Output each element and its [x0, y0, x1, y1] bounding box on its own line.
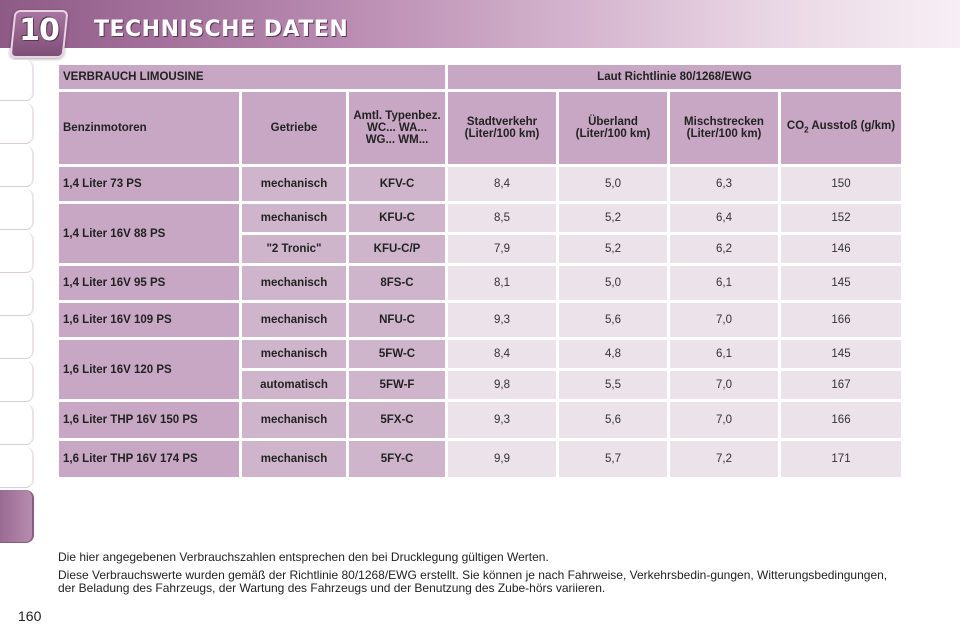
- gearbox-cell: mechanisch: [242, 167, 346, 201]
- engine-cell: 1,4 Liter 73 PS: [59, 167, 239, 201]
- extra-urban-cell: 5,5: [559, 371, 667, 399]
- side-tab[interactable]: [0, 361, 34, 402]
- city-cell: 8,1: [448, 266, 556, 300]
- col-combined: Mischstrecken (Liter/100 km): [670, 92, 778, 164]
- co2-cell: 171: [781, 441, 901, 477]
- extra-urban-cell: 5,0: [559, 167, 667, 201]
- gearbox-cell: automatisch: [242, 371, 346, 399]
- type-cell: 5FX-C: [349, 402, 445, 438]
- table-row: [59, 167, 901, 201]
- col-extra-urban: Überland (Liter/100 km): [559, 92, 667, 164]
- city-cell: 7,9: [448, 235, 556, 263]
- gearbox-cell: mechanisch: [242, 204, 346, 232]
- side-tab[interactable]: [0, 318, 34, 359]
- type-cell: 5FW-C: [349, 340, 445, 368]
- co2-cell: 166: [781, 303, 901, 337]
- side-tab[interactable]: [0, 189, 34, 230]
- extra-urban-cell: 4,8: [559, 340, 667, 368]
- city-cell: 9,3: [448, 303, 556, 337]
- section-title: VERBRAUCH LIMOUSINE: [59, 65, 445, 89]
- col-engine: Benzinmotoren: [59, 92, 239, 164]
- city-cell: 8,5: [448, 204, 556, 232]
- co2-cell: 145: [781, 340, 901, 368]
- combined-cell: 6,1: [670, 266, 778, 300]
- table-row: [59, 204, 901, 232]
- col-co2: $CO_2$ Ausstoß (g/km): [781, 92, 901, 164]
- extra-urban-cell: 5,6: [559, 402, 667, 438]
- co2-cell: 152: [781, 204, 901, 232]
- combined-cell: 7,0: [670, 371, 778, 399]
- combined-cell: 7,0: [670, 402, 778, 438]
- side-tab[interactable]: [0, 60, 34, 101]
- table-row: [59, 340, 901, 368]
- extra-urban-cell: 5,6: [559, 303, 667, 337]
- combined-cell: 6,1: [670, 340, 778, 368]
- col-type: Amtl. Typenbez. WC... WA... WG... WM...: [349, 92, 445, 164]
- extra-urban-cell: 5,0: [559, 266, 667, 300]
- col-gearbox: Getriebe: [242, 92, 346, 164]
- side-tab[interactable]: [0, 275, 34, 316]
- side-tab[interactable]: [0, 103, 34, 144]
- gearbox-cell: mechanisch: [242, 340, 346, 368]
- type-cell: 5FW-F: [349, 371, 445, 399]
- col-city: Stadtverkehr (Liter/100 km): [448, 92, 556, 164]
- combined-cell: 6,3: [670, 167, 778, 201]
- city-cell: 8,4: [448, 340, 556, 368]
- gearbox-cell: mechanisch: [242, 266, 346, 300]
- co2-cell: 166: [781, 402, 901, 438]
- side-tab[interactable]: [0, 232, 34, 273]
- table-row: [59, 402, 901, 438]
- type-cell: NFU-C: [349, 303, 445, 337]
- side-tab-strip: [0, 60, 34, 545]
- gearbox-cell: mechanisch: [242, 402, 346, 438]
- side-tab-active[interactable]: [0, 490, 34, 543]
- engine-cell: 1,6 Liter 16V 109 PS: [59, 303, 239, 337]
- city-cell: 9,8: [448, 371, 556, 399]
- co2-cell: 167: [781, 371, 901, 399]
- combined-cell: 6,2: [670, 235, 778, 263]
- side-tab[interactable]: [0, 447, 34, 488]
- type-cell: KFU-C: [349, 204, 445, 232]
- gearbox-cell: mechanisch: [242, 441, 346, 477]
- chapter-number: 10: [19, 13, 59, 48]
- norm-header: Laut Richtlinie 80/1268/EWG: [448, 65, 901, 89]
- gearbox-cell: mechanisch: [242, 303, 346, 337]
- co2-cell: 146: [781, 235, 901, 263]
- type-cell: KFV-C: [349, 167, 445, 201]
- city-cell: 8,4: [448, 167, 556, 201]
- co2-cell: 145: [781, 266, 901, 300]
- footnote: Die hier angegebenen Verbrauchszahlen entsprechen den bei Drucklegung gültigen Werten.: [58, 550, 549, 564]
- gearbox-cell: "2 Tronic": [242, 235, 346, 263]
- extra-urban-cell: 5,7: [559, 441, 667, 477]
- engine-cell: 1,6 Liter THP 16V 174 PS: [59, 441, 239, 477]
- combined-cell: 6,4: [670, 204, 778, 232]
- extra-urban-cell: 5,2: [559, 204, 667, 232]
- type-cell: 8FS-C: [349, 266, 445, 300]
- page-title: TECHNISCHE DATEN: [94, 17, 349, 42]
- type-cell: KFU-C/P: [349, 235, 445, 263]
- footnote: Diese Verbrauchswerte wurden gemäß der Richtlinie 80/1268/EWG erstellt. Sie können je nach Fahrweise, Verkehrsbedin-gungen, Witterungsbedingungen, der Beladung des Fahrzeugs, der Wartung des Fahrzeugs und der Benutzung des Zube-hörs variieren.: [58, 568, 888, 595]
- city-cell: 9,9: [448, 441, 556, 477]
- side-tab[interactable]: [0, 146, 34, 187]
- co2-cell: 150: [781, 167, 901, 201]
- table-row: [59, 441, 901, 477]
- combined-cell: 7,0: [670, 303, 778, 337]
- extra-urban-cell: 5,2: [559, 235, 667, 263]
- table-row: [59, 266, 901, 300]
- engine-cell: 1,6 Liter THP 16V 150 PS: [59, 402, 239, 438]
- combined-cell: 7,2: [670, 441, 778, 477]
- consumption-table: [56, 62, 904, 480]
- type-cell: 5FY-C: [349, 441, 445, 477]
- city-cell: 9,3: [448, 402, 556, 438]
- table-row: [59, 303, 901, 337]
- engine-cell: 1,4 Liter 16V 95 PS: [59, 266, 239, 300]
- page-number: 160: [18, 608, 42, 624]
- engine-cell: 1,6 Liter 16V 120 PS: [59, 340, 239, 399]
- side-tab[interactable]: [0, 404, 34, 445]
- engine-cell: 1,4 Liter 16V 88 PS: [59, 204, 239, 263]
